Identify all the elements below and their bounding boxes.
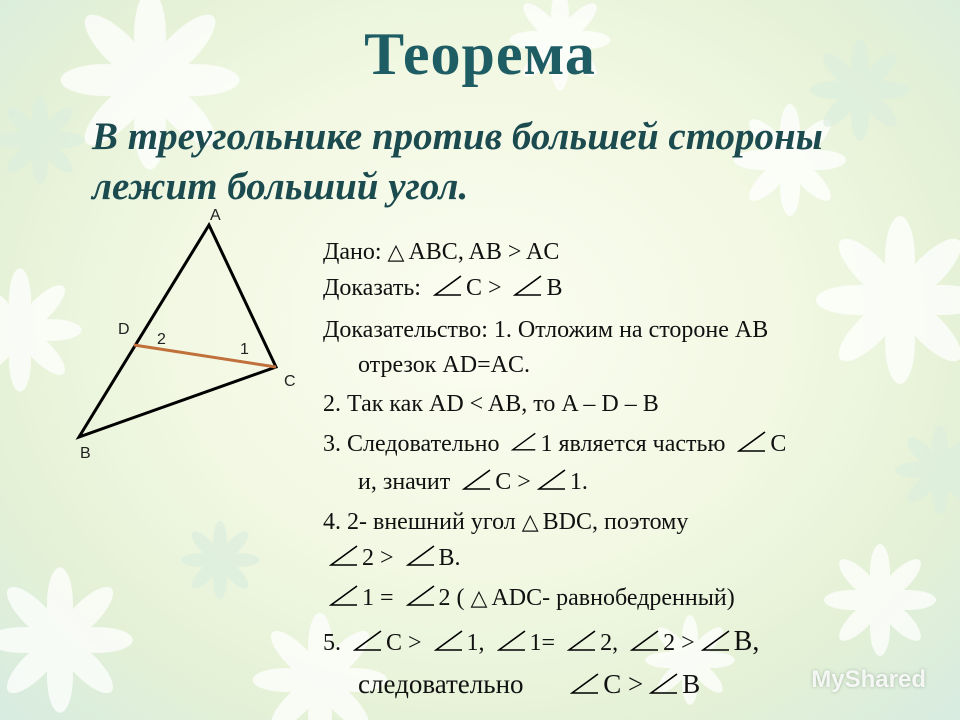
angle-icon [433,275,463,297]
step5-text-e: 2, [600,630,619,656]
theorem-statement [92,112,932,212]
triangle-figure [70,200,310,470]
given-line [323,236,559,268]
conclusion-text-c: B [682,669,701,699]
step1-line-a: Доказательство: 1. Отложим на стороне AB [323,317,769,343]
step4-line-b [323,542,461,574]
angle-icon [353,630,383,652]
angle-label-1: 1 [240,341,249,358]
angle-icon [462,469,492,491]
conclusion-line [358,668,700,700]
vertex-label-d: D [118,321,130,338]
prove-line [323,272,563,304]
prove-b: B [546,275,563,301]
angle-icon [537,469,567,491]
step3-line-b [358,466,588,498]
conclusion-text-a: следовательно [358,669,524,699]
step3-text-b: 1 является частью [540,431,726,457]
step4-text-a: 4. 2- внешний угол [323,509,516,535]
angle-icon [649,673,679,695]
angle-icon [329,585,359,607]
statement-line-2: лежит больший угол. [92,165,469,208]
step5-text-c: 1, [466,630,485,656]
vertex-label-a: A [210,207,221,224]
vertex-label-c: C [284,373,296,390]
step1-line-b: отрезок AD=AC. [358,352,530,378]
step4-text-c: 2 > [362,545,394,571]
step5-text-f: 2 > [663,630,695,656]
step4-text-f: 2 ( [438,585,465,611]
vertex-label-b: B [80,445,91,462]
step4-line-c [323,582,735,614]
step3-text-f: 1. [569,469,588,495]
angle-icon [570,673,600,695]
step5-text-b: C > [386,630,422,656]
angle-icon [737,431,767,453]
angle-icon [567,630,597,652]
triangle-icon: △ [521,509,539,534]
triangle-icon: △ [387,239,405,264]
segment-dc [134,345,276,367]
step4-text-d: B. [438,545,461,571]
angle-icon [630,630,660,652]
step2-line: 2. Так как AD < AB, то A – D – B [323,391,659,417]
angle-icon [406,585,436,607]
angle-label-2: 2 [157,331,166,348]
angle-icon [701,630,731,652]
triangle-abc [79,225,276,437]
slide-title: Теорема [364,21,596,87]
given-label: Дано: [323,239,382,265]
angle-icon [511,431,537,453]
step4-text-b: BDC, поэтому [542,509,689,535]
step3-line-a [323,428,786,460]
step4-text-e: 1 = [362,585,394,611]
step3-text-e: C > [495,469,531,495]
watermark: MyShared [811,666,926,693]
prove-label: Доказать: [323,275,421,301]
conclusion-text-b: C > [603,669,644,699]
step5-text-a: 5. [323,630,341,656]
given-text: ABC, AB > AC [408,239,560,265]
step5-text-d: 1= [529,630,556,656]
step3-text-c: C [770,431,787,457]
prove-c: C > [465,275,502,301]
angle-icon [513,275,543,297]
step5-text-g: B, [733,626,760,657]
step3-text-d: и, значит [358,469,451,495]
angle-icon [434,630,464,652]
angle-icon [497,630,527,652]
statement-line-1: В треугольнике против большей стороны [92,115,823,158]
step4-line-a [323,506,688,538]
triangle-icon: △ [470,585,488,610]
step4-text-g: ADC- равнобедренный) [491,585,735,611]
angle-icon [406,545,436,567]
angle-icon [329,545,359,567]
step3-text-a: 3. Следовательно [323,431,500,457]
step5-line [323,626,759,659]
